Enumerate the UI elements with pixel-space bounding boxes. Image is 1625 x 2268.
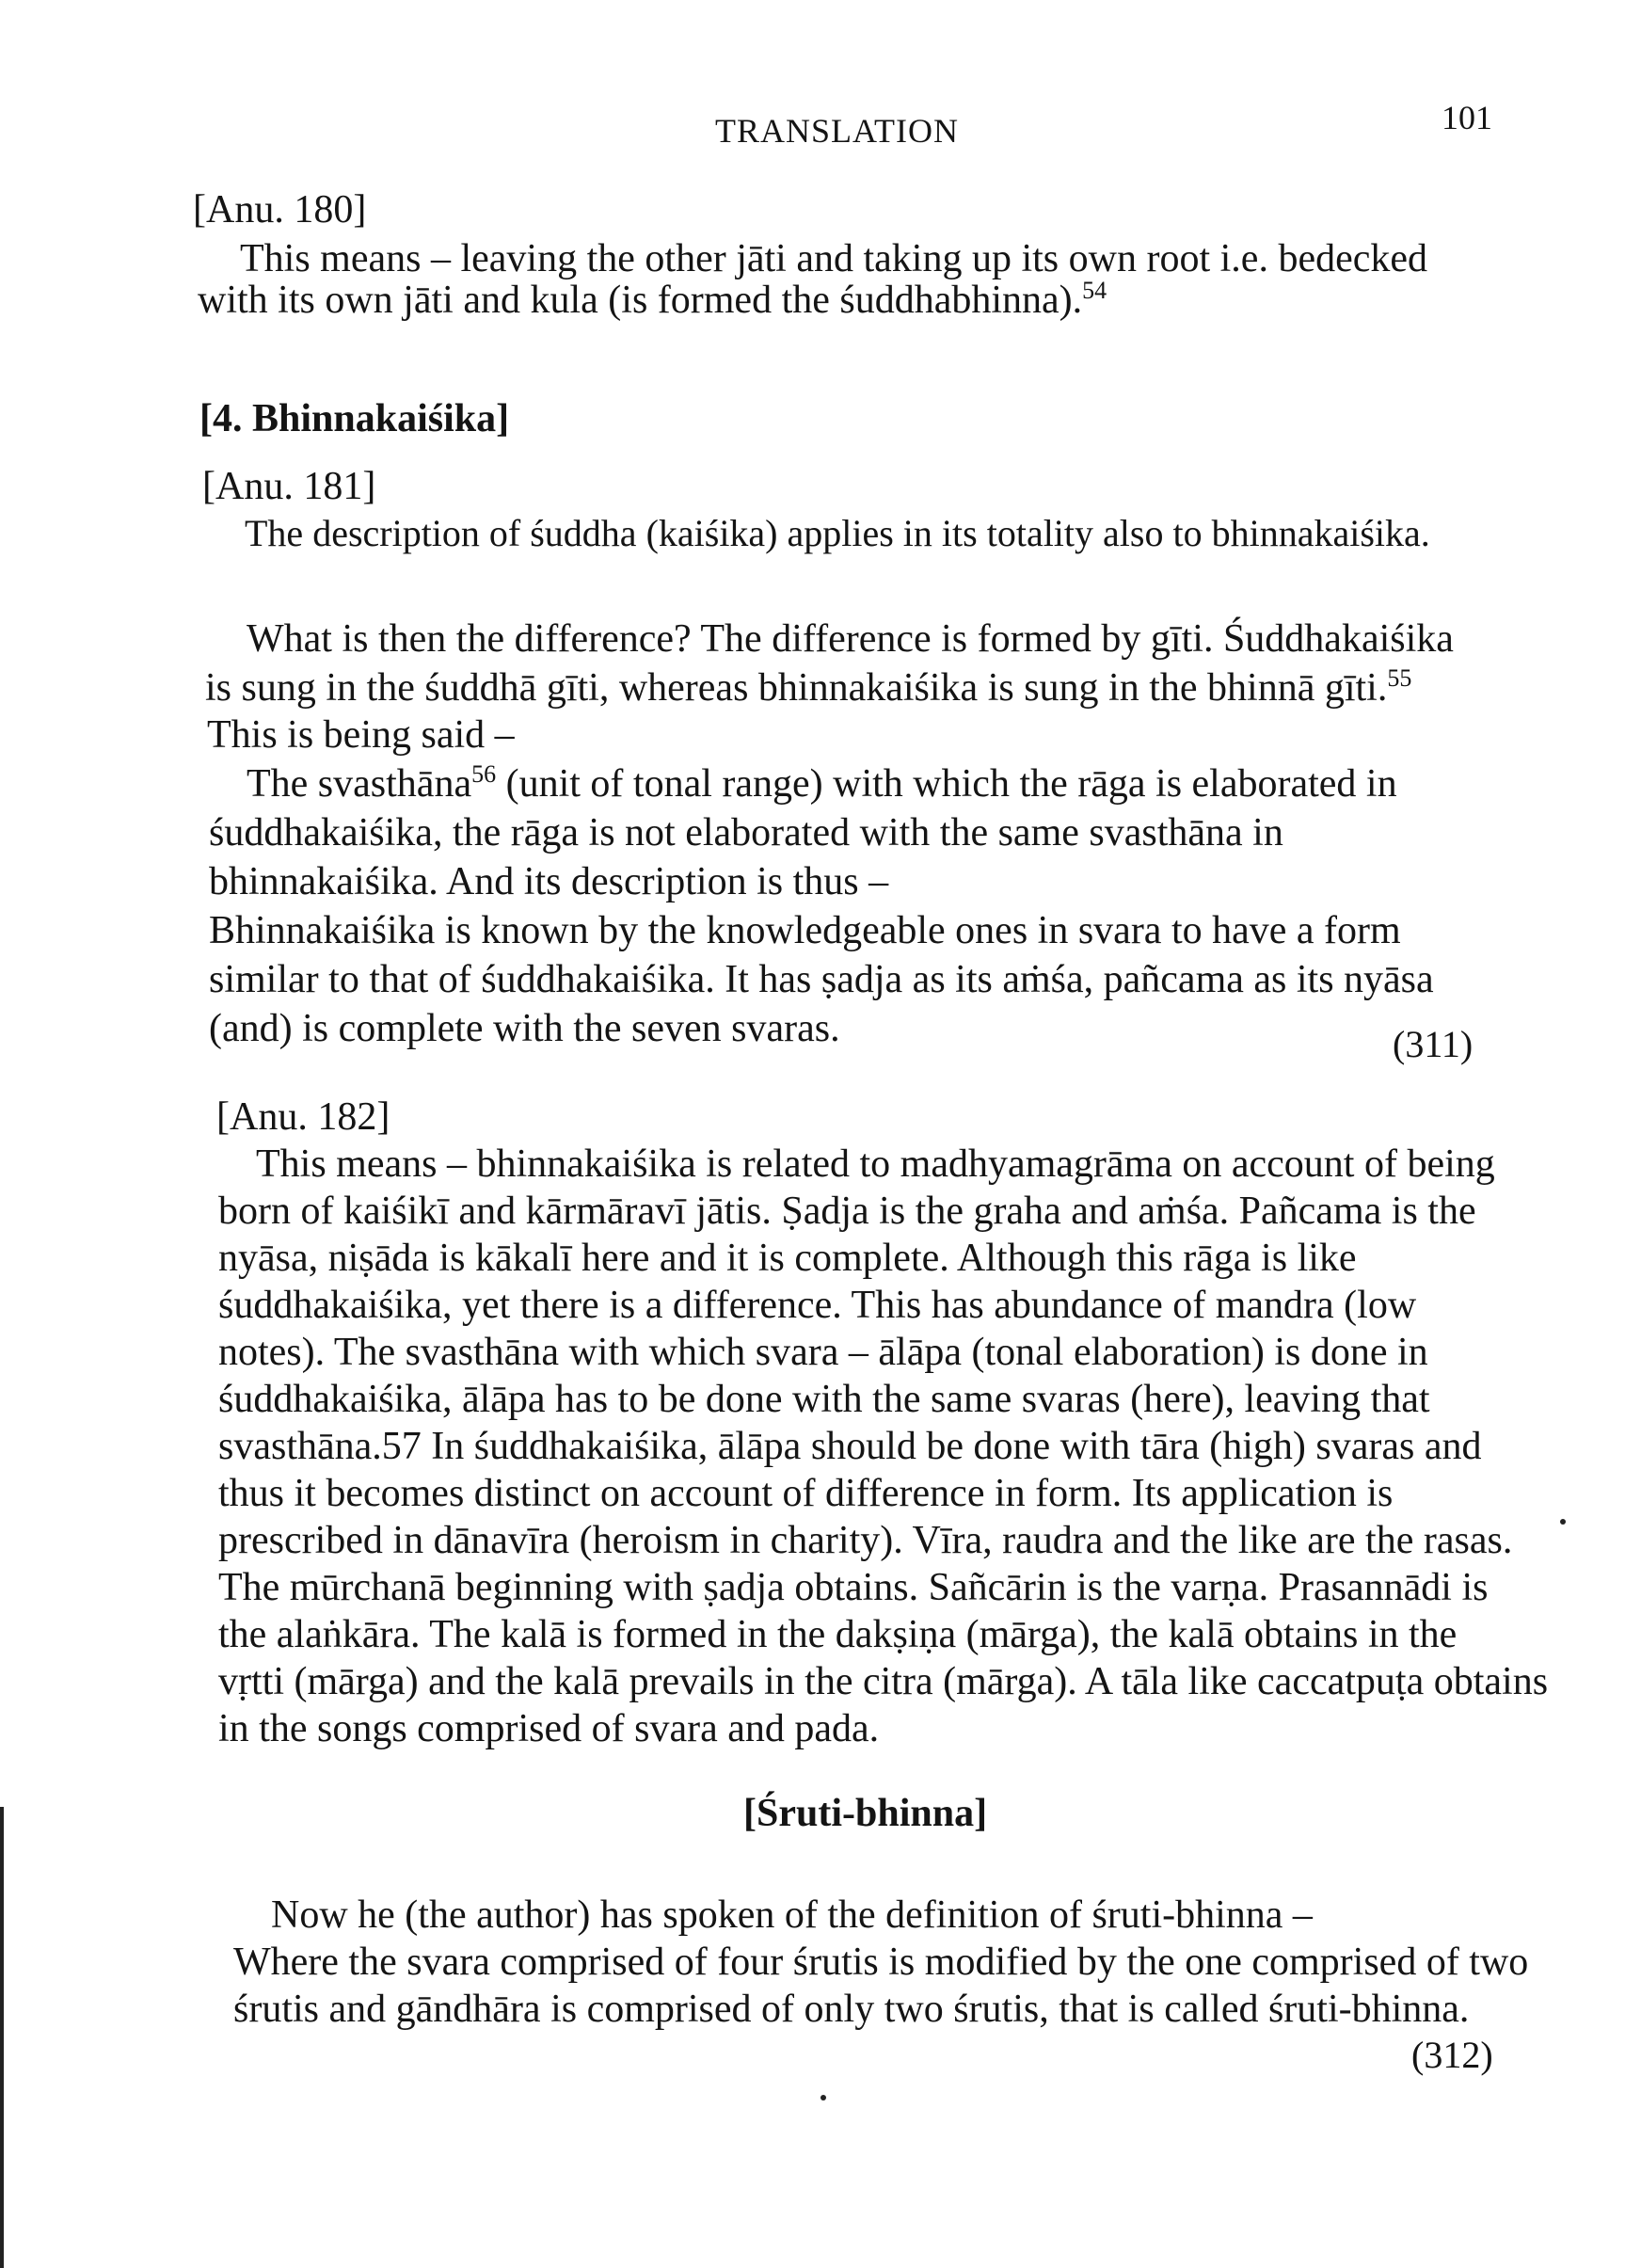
sruti-bhinna-line-1: Now he (the author) has spoken of the definition of śruti-bhinna – <box>271 1893 1313 1937</box>
anu-181-line-1: The description of śuddha (kaiśika) applies in its totality also to bhinnakaiśika. <box>245 512 1430 554</box>
anu-182-line: notes). The svasthāna with which svara – ālāpa (tonal elaboration) is done in <box>218 1331 1428 1374</box>
footnote-ref-56: 56 <box>471 760 497 788</box>
verse-number-311: (311) <box>1393 1023 1474 1065</box>
anu-180-line-2-wrap <box>198 275 1107 326</box>
anu-182-line: svasthāna.57 In śuddhakaiśika, ālāpa should be done with tāra (high) svaras and <box>218 1425 1482 1468</box>
anu-180-label: [Anu. 180] <box>193 188 367 232</box>
page-number: 101 <box>1442 99 1492 136</box>
section-heading-sruti-bhinna: [Śruti-bhinna] <box>743 1792 988 1835</box>
scan-speck <box>820 2095 826 2100</box>
footnote-ref-54: 54 <box>1082 277 1107 304</box>
footnote-ref-55: 55 <box>1387 664 1412 692</box>
section-heading-bhinnakaisika: [4. Bhinnakaiśika] <box>199 397 510 440</box>
verse-number-312: (312) <box>1411 2034 1493 2076</box>
anu-182-line: vṛtti (mārga) and the kalā prevails in the citra (mārga). A tāla like caccatpuṭa obtains <box>218 1660 1549 1703</box>
anu-182-line: nyāsa, niṣāda is kākalī here and it is complete. Although this rāga is like <box>218 1237 1357 1280</box>
anu-182-line: śuddhakaiśika, yet there is a difference. This has abundance of mandra (low <box>218 1284 1417 1327</box>
anu-182-line: This means – bhinnakaiśika is related to madhyamagrāma on account of being <box>256 1142 1495 1186</box>
sruti-bhinna-line-3: śrutis and gāndhāra is comprised of only two śrutis, that is called śruti-bhinna. <box>233 1988 1470 2031</box>
page-header <box>0 99 1625 168</box>
anu-181-para3-line-3: bhinnakaiśika. And its description is thus – <box>209 860 889 903</box>
anu-182-label: [Anu. 182] <box>216 1095 390 1139</box>
anu-181-para3-line-1b: (unit of tonal range) with which the rāga is elaborated in <box>496 762 1397 806</box>
sruti-bhinna-line-2: Where the svara comprised of four śrutis is modified by the one comprised of two <box>233 1941 1529 1984</box>
anu-182-line: śuddhakaiśika, ālāpa has to be done with the same svaras (here), leaving that <box>218 1378 1430 1421</box>
anu-181-para2-line-1: What is then the difference? The difference is formed by gīti. Śuddhakaiśika <box>247 617 1454 661</box>
anu-182-line: born of kaiśikī and kārmāravī jātis. Ṣadja is the graha and aṁśa. Pañcama is the <box>218 1190 1476 1233</box>
anu-182-line: thus it becomes distinct on account of difference in form. Its application is <box>218 1472 1394 1515</box>
anu-181-para3-line-6: (and) is complete with the seven svaras. <box>209 1007 840 1050</box>
anu-181-para2-line-2-wrap <box>205 663 1411 713</box>
anu-181-para3-line-2: śuddhakaiśika, the rāga is not elaborated with the same svasthāna in <box>209 811 1283 854</box>
anu-180-line-1: This means – leaving the other jāti and taking up its own root i.e. bedecked <box>240 237 1428 280</box>
anu-181-para3-line-4: Bhinnakaiśika is known by the knowledgeable ones in svara to have a form <box>209 909 1401 952</box>
anu-182-line: in the songs comprised of svara and pada. <box>218 1707 880 1750</box>
running-title: TRANSLATION <box>715 112 959 150</box>
anu-181-label: [Anu. 181] <box>202 465 376 508</box>
anu-181-para2-line-2: is sung in the śuddhā gīti, whereas bhinnakaiśika is sung in the bhinnā gīti. <box>205 666 1388 710</box>
scan-speck <box>1560 1519 1566 1525</box>
anu-181-para3-line-1a: The svasthāna <box>247 762 472 806</box>
anu-181-para3-line-5: similar to that of śuddhakaiśika. It has ṣadja as its aṁśa, pañcama as its nyāsa <box>209 958 1434 1001</box>
anu-182-line: prescribed in dānavīra (heroism in charity). Vīra, raudra and the like are the rasas. <box>218 1519 1513 1562</box>
anu-181-para2-line-3: This is being said – <box>207 713 515 757</box>
anu-181-para3-line-1-wrap <box>247 759 1397 809</box>
anu-180-line-2: with its own jāti and kula (is formed the śuddhabhinna). <box>198 279 1083 322</box>
anu-182-line: The mūrchanā beginning with ṣadja obtains. Sañcārin is the varṇa. Prasannādi is <box>218 1566 1489 1609</box>
anu-182-line: the alaṅkāra. The kalā is formed in the dakṣiṇa (mārga), the kalā obtains in the <box>218 1613 1458 1656</box>
scan-edge-mark <box>0 1807 4 2268</box>
